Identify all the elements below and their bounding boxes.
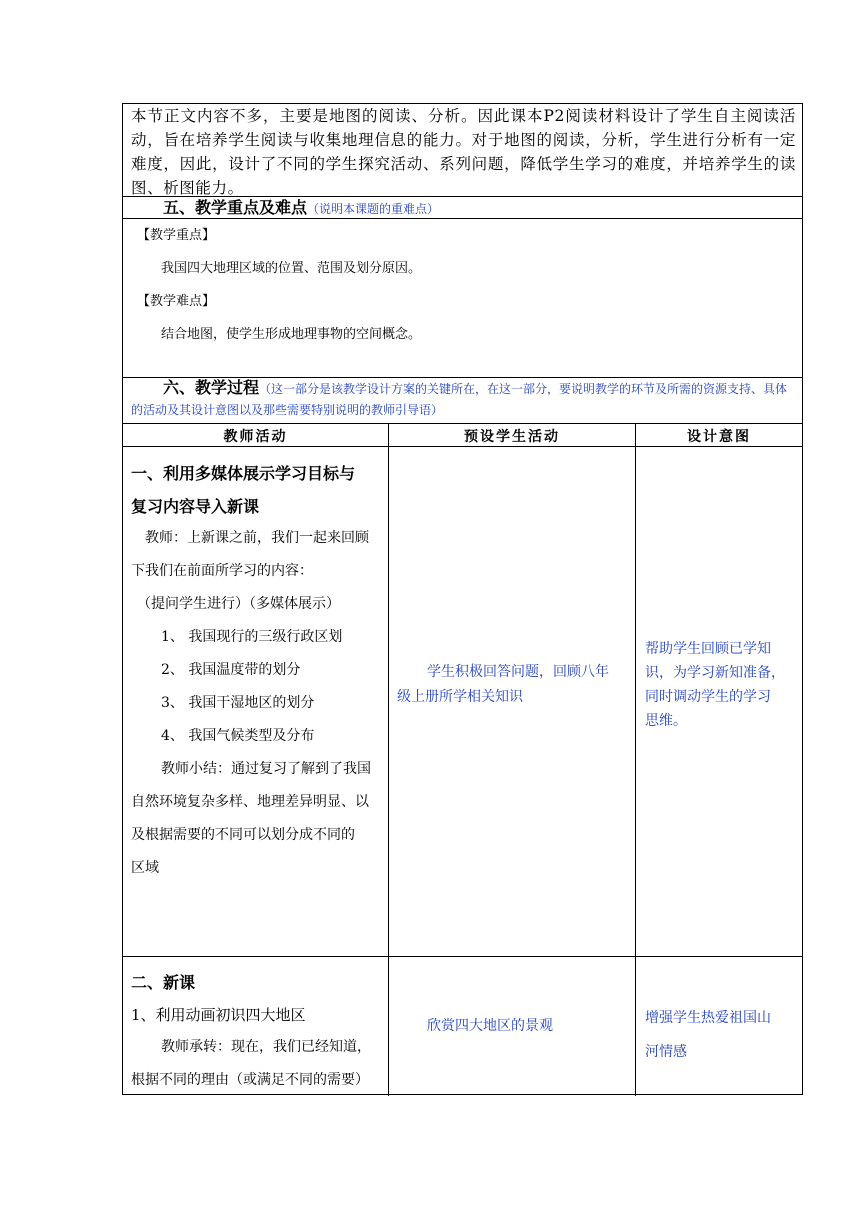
row2-intent-line: 增强学生热爱祖国山 [645, 1010, 771, 1026]
column-divider [388, 423, 389, 1096]
row1-intent-line: 思维。 [645, 713, 687, 729]
row1-intent-line: 帮助学生回顾已学知 [645, 641, 771, 657]
section6-note: （这一部分是该教学设计方案的关键所在，在这一部分，要说明教学的环节及所需的资源支持、具体的活动及其设计意图以及那些需要特别说明的教师引导语） [131, 382, 788, 417]
difficulty-text: 结合地图，使学生形成地理事物的空间概念。 [161, 327, 422, 342]
row1-student-line1: 学生积极回答问题，回顾八年 [427, 664, 609, 680]
section6-heading [131, 378, 796, 420]
row1-teacher-line: 区域 [131, 860, 159, 876]
section5-note: （说明本课题的重难点） [307, 202, 440, 216]
row1-teacher-line: 1、 我国现行的三级行政区划 [161, 629, 343, 645]
intro-paragraph: 本节正文内容不多，主要是地图的阅读、分析。因此课本P2阅读材料设计了学生自主阅读活动，旨在培养学生阅读与收集地理信息的能力。对于地图的阅读，分析，学生进行分析有一定难度，因此，设计了不同的学生探究活动、系列问题，降低学生学习的难度，并培养学生的读图、析图能力。 [131, 107, 796, 197]
row1-teacher-line: 2、 我国温度带的划分 [161, 662, 301, 678]
divider [123, 956, 802, 957]
row1-teacher-line: 教师：上新课之前，我们一起来回顾 [145, 530, 369, 546]
row1-teacher-line: 及根据需要的不同可以划分成不同的 [131, 827, 355, 843]
row1-teacher-line: （提问学生进行）（多媒体展示） [137, 596, 340, 612]
header-design-intent: 设计意图 [687, 429, 751, 445]
row2-subtitle: 1、利用动画初识四大地区 [131, 1006, 306, 1024]
section5-title: 五、教学重点及难点 [163, 198, 308, 217]
section6-title: 六、教学过程 [163, 378, 260, 397]
row2-teacher-line: 教师承转：现在，我们已经知道， [161, 1039, 371, 1055]
row2-teacher-line: 根据不同的理由（或满足不同的需要） [131, 1072, 369, 1088]
key-point-text: 我国四大地理区域的位置、范围及划分原因。 [161, 261, 422, 276]
difficulty-label: 【教学难点】 [137, 294, 216, 309]
lesson-plan-table [122, 103, 803, 1095]
divider [123, 446, 802, 447]
key-point-label: 【教学重点】 [137, 228, 216, 243]
row1-teacher-line: 3、 我国干湿地区的划分 [161, 695, 315, 711]
column-divider [635, 423, 636, 1096]
row1-intent-line: 同时调动学生的学习 [645, 689, 771, 705]
row1-intent-line: 识，为学习新知准备， [645, 665, 785, 681]
row1-title-line1: 一、利用多媒体展示学习目标与 [131, 464, 356, 483]
row2-title: 二、新课 [131, 973, 196, 992]
row1-teacher-line: 教师小结：通过复习了解到了我国 [161, 761, 371, 777]
row2-intent-line: 河情感 [645, 1044, 687, 1060]
row2-student-text: 欣赏四大地区的景观 [427, 1018, 553, 1034]
header-teacher-activity: 教师活动 [223, 429, 288, 445]
row1-teacher-line: 下我们在前面所学习的内容： [131, 563, 313, 579]
header-student-activity: 预设学生活动 [464, 429, 560, 445]
divider [123, 423, 802, 424]
row1-teacher-line: 自然环境复杂多样、地理差异明显、以 [131, 794, 369, 810]
section5-heading [163, 197, 439, 220]
row1-title-line2: 复习内容导入新课 [131, 497, 260, 516]
row1-student-line2: 级上册所学相关知识 [397, 689, 523, 705]
row1-teacher-line: 4、 我国气候类型及分布 [161, 728, 315, 744]
